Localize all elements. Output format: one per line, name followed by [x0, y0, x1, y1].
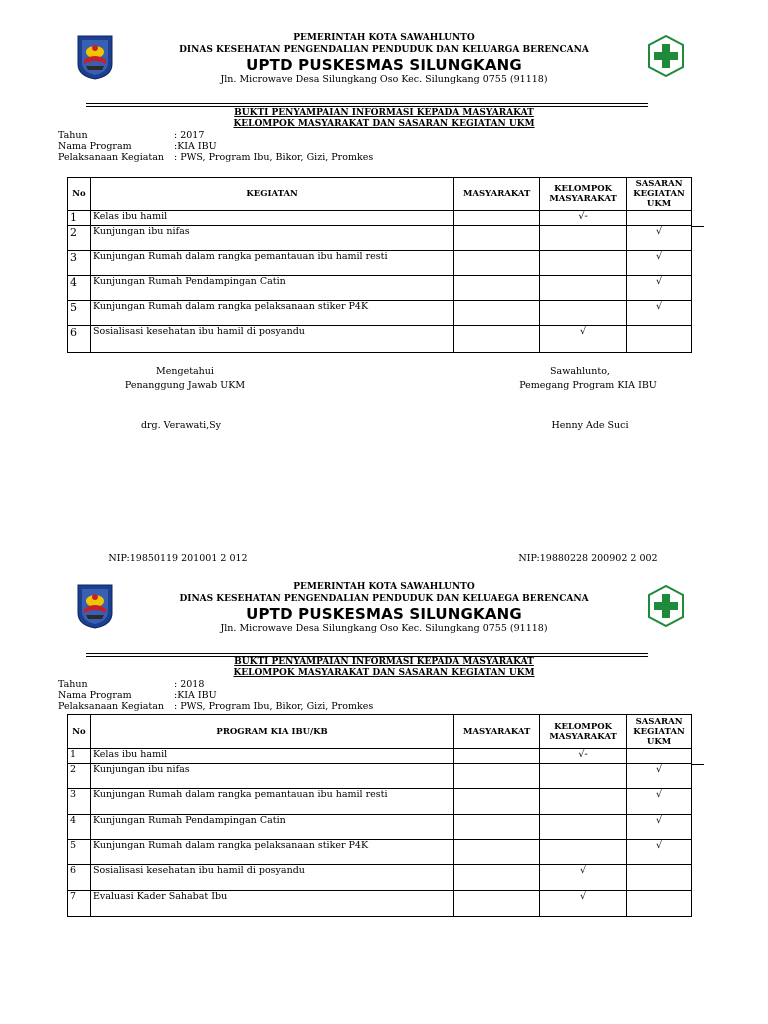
table-row: [68, 326, 692, 353]
col-header-kelompok: KELOMPOK MASYARAKAT: [540, 178, 627, 211]
sig-right-nip: NIP:19880228 200902 2 002: [518, 553, 658, 564]
col-header-no: No: [68, 178, 91, 211]
header-address: Jln. Microwave Desa Silungkang Oso Kec. Silungkang 0755 (91118): [220, 623, 548, 634]
row-masyarakat: [454, 840, 540, 865]
header-dept: DINAS KESEHATAN PENGENDALIAN PENDUDUK DAN KELUARGA BERENCANA: [179, 45, 589, 55]
col-header-sasaran: SASARAN KEGIATAN UKM: [627, 715, 692, 749]
row-kegiatan: Kunjungan Rumah Pendampingan Catin: [90, 276, 453, 301]
row-kelompok-check: [540, 840, 627, 865]
header-gov: PEMERINTAH KOTA SAWAHLUNTO: [293, 33, 475, 43]
row-sasaran-check: [627, 891, 692, 917]
row-no: 7: [68, 891, 91, 917]
row-kelompok-check: √: [540, 891, 627, 917]
sig-right-line2: Pemegang Program KIA IBU: [519, 380, 657, 391]
row-kelompok-check: [540, 226, 627, 251]
row-kelompok-check: [540, 276, 627, 301]
table-row: [68, 865, 692, 891]
row-kegiatan: Sosialisasi kesehatan ibu hamil di posyandu: [90, 865, 453, 891]
header-title: UPTD PUSKESMAS SILUNGKANG: [246, 56, 522, 74]
row-sasaran-check: √: [627, 251, 692, 276]
row-masyarakat: [454, 301, 540, 326]
label-pelaksanaan: Pelaksanaan Kegiatan: [58, 701, 165, 712]
row-sasaran-check: √: [627, 226, 692, 251]
row-kelompok-check: √: [540, 865, 627, 891]
row-no: 4: [68, 276, 91, 301]
header-gov: PEMERINTAH KOTA SAWAHLUNTO: [293, 582, 475, 592]
col-header-kegiatan: KEGIATAN: [90, 178, 453, 211]
table-row: [68, 251, 692, 276]
value-pelaksanaan: : PWS, Program Ibu, Bikor, Gizi, Promkes: [174, 152, 374, 163]
label-program: Nama Program: [58, 141, 132, 152]
row-kegiatan: Kunjungan Rumah dalam rangka pemantauan ibu hamil resti: [90, 251, 453, 276]
value-tahun: : 2017: [174, 130, 205, 141]
row-kegiatan: Kunjungan Rumah dalam rangka pemantauan ibu hamil resti: [90, 789, 453, 815]
row-kegiatan: Kunjungan Rumah dalam rangka pelaksanaan stiker P4K: [90, 840, 453, 865]
row-kegiatan: Kunjungan ibu nifas: [90, 764, 453, 789]
col-header-program: PROGRAM KIA IBU/KB: [90, 715, 453, 749]
row-kelompok-check: [540, 815, 627, 840]
row-no: 2: [68, 226, 91, 251]
table-row: [68, 789, 692, 815]
row-sasaran-check: [627, 326, 692, 353]
row-kegiatan: Kunjungan Rumah Pendampingan Catin: [90, 815, 453, 840]
row-sasaran-check: √: [627, 815, 692, 840]
row-masyarakat: [454, 865, 540, 891]
sig-left-name: drg. Verawati,Sy: [140, 420, 222, 431]
row-masyarakat: [454, 251, 540, 276]
col-header-masyarakat: MASYARAKAT: [454, 178, 540, 211]
stray-line: [692, 226, 704, 227]
doc-title-line2: KELOMPOK MASYARAKAT DAN SASARAN KEGIATAN UKM: [233, 668, 535, 678]
table-row: [68, 226, 692, 251]
row-sasaran-check: [627, 865, 692, 891]
header-rule: [86, 103, 648, 107]
row-sasaran-check: [627, 211, 692, 226]
row-masyarakat: [454, 789, 540, 815]
row-masyarakat: [454, 211, 540, 226]
value-program: :KIA IBU: [174, 141, 217, 152]
row-kelompok-check: [540, 789, 627, 815]
row-masyarakat: [454, 276, 540, 301]
table-row: [68, 815, 692, 840]
col-header-no: No: [68, 715, 91, 749]
label-tahun: Tahun: [58, 679, 88, 690]
sig-right-line1: Sawahlunto,: [550, 366, 610, 377]
table-row: [68, 211, 692, 226]
row-no: 3: [68, 251, 91, 276]
row-masyarakat: [454, 891, 540, 917]
row-no: 6: [68, 326, 91, 353]
row-masyarakat: [454, 749, 540, 764]
row-kegiatan: Sosialisasi kesehatan ibu hamil di posyandu: [90, 326, 453, 353]
sig-left-line2: Penanggung Jawab UKM: [124, 380, 246, 391]
col-header-kelompok: KELOMPOK MASYARAKAT: [540, 715, 627, 749]
row-sasaran-check: √: [627, 276, 692, 301]
row-kelompok-check: √-: [540, 749, 627, 764]
sig-left-nip: NIP:19850119 201001 2 012: [108, 553, 248, 564]
row-kelompok-check: √-: [540, 211, 627, 226]
row-kelompok-check: √: [540, 326, 627, 353]
header-title: UPTD PUSKESMAS SILUNGKANG: [246, 605, 522, 623]
table-row: [68, 891, 692, 917]
row-sasaran-check: √: [627, 789, 692, 815]
row-no: 1: [68, 749, 91, 764]
row-kegiatan: Evaluasi Kader Sahabat Ibu: [90, 891, 453, 917]
value-tahun: : 2018: [174, 679, 205, 690]
table-row: [68, 840, 692, 865]
row-kegiatan: Kunjungan ibu nifas: [90, 226, 453, 251]
label-program: Nama Program: [58, 690, 132, 701]
row-sasaran-check: √: [627, 840, 692, 865]
table-row: [68, 276, 692, 301]
sig-left-line1: Mengetahui: [156, 366, 214, 377]
label-tahun: Tahun: [58, 130, 88, 141]
stray-line: [692, 764, 704, 765]
header-address: Jln. Microwave Desa Silungkang Oso Kec. Silungkang 0755 (91118): [220, 74, 548, 85]
row-no: 4: [68, 815, 91, 840]
row-masyarakat: [454, 815, 540, 840]
row-kelompok-check: [540, 301, 627, 326]
activity-table: [67, 177, 692, 353]
row-masyarakat: [454, 326, 540, 353]
row-no: 3: [68, 789, 91, 815]
doc-title-line1: BUKTI PENYAMPAIAN INFORMASI KEPADA MASYARAKAT: [234, 657, 534, 667]
row-kelompok-check: [540, 251, 627, 276]
col-header-masyarakat: MASYARAKAT: [454, 715, 540, 749]
table-row: [68, 764, 692, 789]
row-sasaran-check: [627, 749, 692, 764]
row-masyarakat: [454, 226, 540, 251]
row-masyarakat: [454, 764, 540, 789]
table-row: [68, 749, 692, 764]
program-table: [67, 714, 692, 917]
row-no: 2: [68, 764, 91, 789]
row-no: 5: [68, 301, 91, 326]
value-program: :KIA IBU: [174, 690, 217, 701]
row-no: 1: [68, 211, 91, 226]
value-pelaksanaan: : PWS, Program Ibu, Bikor, Gizi, Promkes: [174, 701, 374, 712]
table-row: [68, 301, 692, 326]
label-pelaksanaan: Pelaksanaan Kegiatan: [58, 152, 165, 163]
col-header-sasaran: SASARAN KEGIATAN UKM: [627, 178, 692, 211]
row-no: 6: [68, 865, 91, 891]
doc-title-line1: BUKTI PENYAMPAIAN INFORMASI KEPADA MASYARAKAT: [234, 108, 534, 118]
sig-right-name: Henny Ade Suci: [551, 420, 629, 431]
row-kegiatan: Kelas ibu hamil: [90, 211, 453, 226]
row-sasaran-check: √: [627, 764, 692, 789]
row-kegiatan: Kunjungan Rumah dalam rangka pelaksanaan stiker P4K: [90, 301, 453, 326]
header-dept: DINAS KESEHATAN PENGENDALIAN PENDUDUK DAN KELUAEGA BERENCANA: [179, 594, 589, 604]
row-kegiatan: Kelas ibu hamil: [90, 749, 453, 764]
row-sasaran-check: √: [627, 301, 692, 326]
doc-title-line2: KELOMPOK MASYARAKAT DAN SASARAN KEGIATAN UKM: [233, 119, 535, 129]
row-no: 5: [68, 840, 91, 865]
row-kelompok-check: [540, 764, 627, 789]
